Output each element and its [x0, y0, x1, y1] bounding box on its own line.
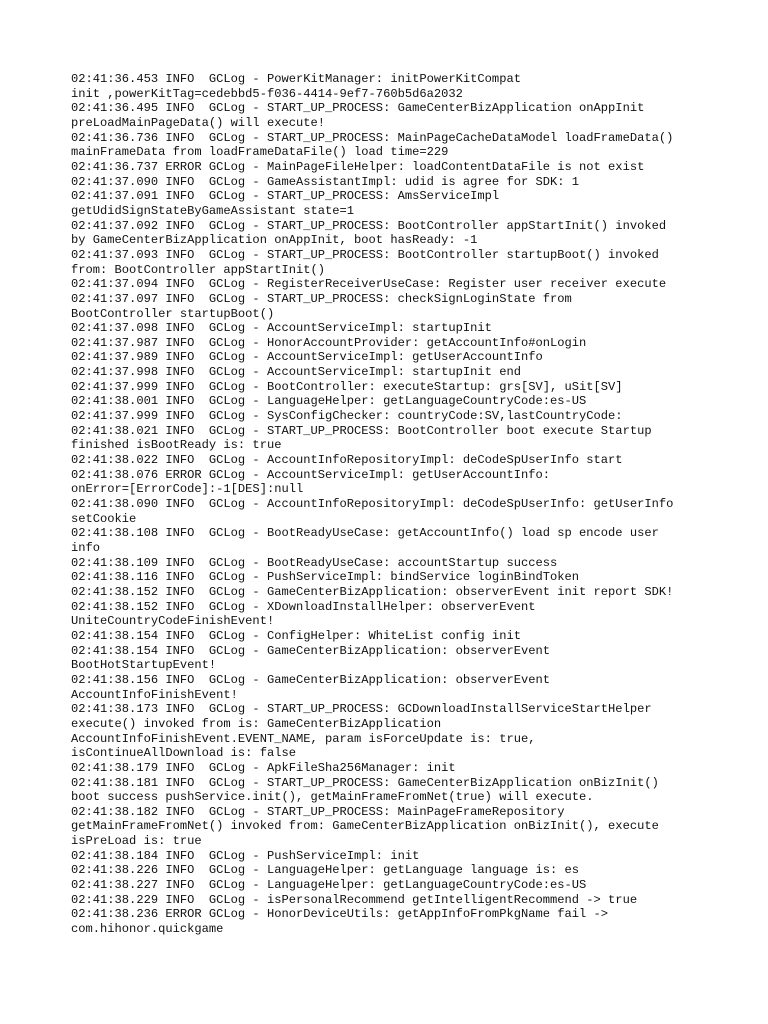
log-line: UniteCountryCodeFinishEvent!	[71, 614, 275, 629]
log-line: 02:41:38.229 INFO GCLog - isPersonalRecommend getIntelligentRecommend -> true	[71, 892, 638, 907]
log-line: by GameCenterBizApplication onAppInit, boot hasReady: -1	[71, 233, 478, 248]
log-line: 02:41:37.092 INFO GCLog - START_UP_PROCESS: BootController appStartInit() invoked	[71, 218, 667, 233]
log-line: isPreLoad is: true	[71, 834, 202, 849]
log-line: 02:41:38.108 INFO GCLog - BootReadyUseCase: getAccountInfo() load sp encode user	[71, 526, 659, 541]
log-line: setCookie	[71, 511, 137, 526]
log-line: 02:41:38.227 INFO GCLog - LanguageHelper: getLanguageCountryCode:es-US	[71, 878, 587, 893]
log-line: preLoadMainPageData() will execute!	[71, 115, 326, 130]
log-line: 02:41:38.154 INFO GCLog - ConfigHelper: WhiteList config init	[71, 628, 521, 643]
log-line: getUdidSignStateByGameAssistant state=1	[71, 203, 355, 218]
log-line: mainFrameData from loadFrameDataFile() load time=229	[71, 145, 449, 160]
log-line: 02:41:38.116 INFO GCLog - PushServiceImpl: bindService loginBindToken	[71, 570, 580, 585]
log-line: 02:41:37.098 INFO GCLog - AccountServiceImpl: startupInit	[71, 321, 492, 336]
log-line: boot success pushService.init(), getMainFrameFromNet(true) will execute.	[71, 790, 594, 805]
log-line: 02:41:38.152 INFO GCLog - GameCenterBizApplication: observerEvent init report SDK!	[71, 584, 674, 599]
log-line: 02:41:37.091 INFO GCLog - START_UP_PROCESS: AmsServiceImpl	[71, 189, 500, 204]
log-document	[71, 72, 701, 937]
log-line: 02:41:38.226 INFO GCLog - LanguageHelper: getLanguage language is: es	[71, 863, 580, 878]
log-line: 02:41:38.182 INFO GCLog - START_UP_PROCESS: MainPageFrameRepository	[71, 804, 565, 819]
log-line: 02:41:37.093 INFO GCLog - START_UP_PROCESS: BootController startupBoot() invoked	[71, 247, 659, 262]
log-lines	[71, 72, 701, 937]
log-line: 02:41:37.987 INFO GCLog - HonorAccountProvider: getAccountInfo#onLogin	[71, 335, 587, 350]
log-line: 02:41:38.022 INFO GCLog - AccountInfoRepositoryImpl: deCodeSpUserInfo start	[71, 453, 623, 468]
log-line: onError=[ErrorCode]:-1[DES]:null	[71, 482, 304, 497]
log-line: AccountInfoFinishEvent.EVENT_NAME, param isForceUpdate is: true,	[71, 731, 536, 746]
log-line: 02:41:38.156 INFO GCLog - GameCenterBizApplication: observerEvent	[71, 672, 550, 687]
log-line: 02:41:36.737 ERROR GCLog - MainPageFileHelper: loadContentDataFile is not exist	[71, 159, 645, 174]
log-line: 02:41:38.181 INFO GCLog - START_UP_PROCESS: GameCenterBizApplication onBizInit()	[71, 775, 659, 790]
log-line: 02:41:38.001 INFO GCLog - LanguageHelper: getLanguageCountryCode:es-US	[71, 394, 587, 409]
log-line: finished isBootReady is: true	[71, 438, 282, 453]
log-line: 02:41:37.999 INFO GCLog - SysConfigChecker: countryCode:SV,lastCountryCode:	[71, 409, 623, 424]
log-line: BootController startupBoot()	[71, 306, 275, 321]
log-line: 02:41:37.090 INFO GCLog - GameAssistantImpl: udid is agree for SDK: 1	[71, 174, 580, 189]
log-line: 02:41:38.173 INFO GCLog - START_UP_PROCESS: GCDownloadInstallServiceStartHelper	[71, 702, 652, 717]
log-line: from: BootController appStartInit()	[71, 262, 326, 277]
log-line: BootHotStartupEvent!	[71, 658, 217, 673]
log-line: 02:41:36.736 INFO GCLog - START_UP_PROCESS: MainPageCacheDataModel loadFrameData()	[71, 130, 674, 145]
log-line: 02:41:38.076 ERROR GCLog - AccountServiceImpl: getUserAccountInfo:	[71, 467, 550, 482]
log-line: 02:41:38.109 INFO GCLog - BootReadyUseCase: accountStartup success	[71, 555, 558, 570]
log-line: com.hihonor.quickgame	[71, 922, 224, 937]
log-line: 02:41:36.495 INFO GCLog - START_UP_PROCESS: GameCenterBizApplication onAppInit	[71, 101, 645, 116]
log-line: 02:41:37.097 INFO GCLog - START_UP_PROCESS: checkSignLoginState from	[71, 291, 572, 306]
log-line: AccountInfoFinishEvent!	[71, 687, 238, 702]
log-line: 02:41:37.998 INFO GCLog - AccountServiceImpl: startupInit end	[71, 365, 521, 380]
log-line: 02:41:38.179 INFO GCLog - ApkFileSha256Manager: init	[71, 760, 456, 775]
log-line: info	[71, 541, 101, 555]
log-line: 02:41:38.152 INFO GCLog - XDownloadInstallHelper: observerEvent	[71, 599, 536, 614]
log-line: 02:41:37.999 INFO GCLog - BootController: executeStartup: grs[SV], uSit[SV]	[71, 379, 623, 394]
log-line: getMainFrameFromNet() invoked from: GameCenterBizApplication onBizInit(), execute	[71, 819, 659, 834]
log-line: 02:41:38.236 ERROR GCLog - HonorDeviceUtils: getAppInfoFromPkgName fail ->	[71, 907, 609, 922]
log-line: init ,powerKitTag=cedebbd5-f036-4414-9ef7-760b5d6a2032	[71, 86, 463, 101]
log-line: 02:41:37.989 INFO GCLog - AccountServiceImpl: getUserAccountInfo	[71, 350, 543, 365]
log-line: execute() invoked from is: GameCenterBizApplication	[71, 716, 442, 731]
log-line: isContinueAllDownload is: false	[71, 746, 296, 761]
log-line: 02:41:38.184 INFO GCLog - PushServiceImpl: init	[71, 848, 420, 863]
log-line: 02:41:36.453 INFO GCLog - PowerKitManager: initPowerKitCompat	[71, 72, 521, 86]
log-line: 02:41:38.154 INFO GCLog - GameCenterBizApplication: observerEvent	[71, 643, 550, 658]
log-line: 02:41:37.094 INFO GCLog - RegisterReceiverUseCase: Register user receiver execute	[71, 277, 667, 292]
log-line: 02:41:38.090 INFO GCLog - AccountInfoRepositoryImpl: deCodeSpUserInfo: getUserInfo	[71, 497, 674, 512]
log-line: 02:41:38.021 INFO GCLog - START_UP_PROCESS: BootController boot execute Startup	[71, 423, 652, 438]
